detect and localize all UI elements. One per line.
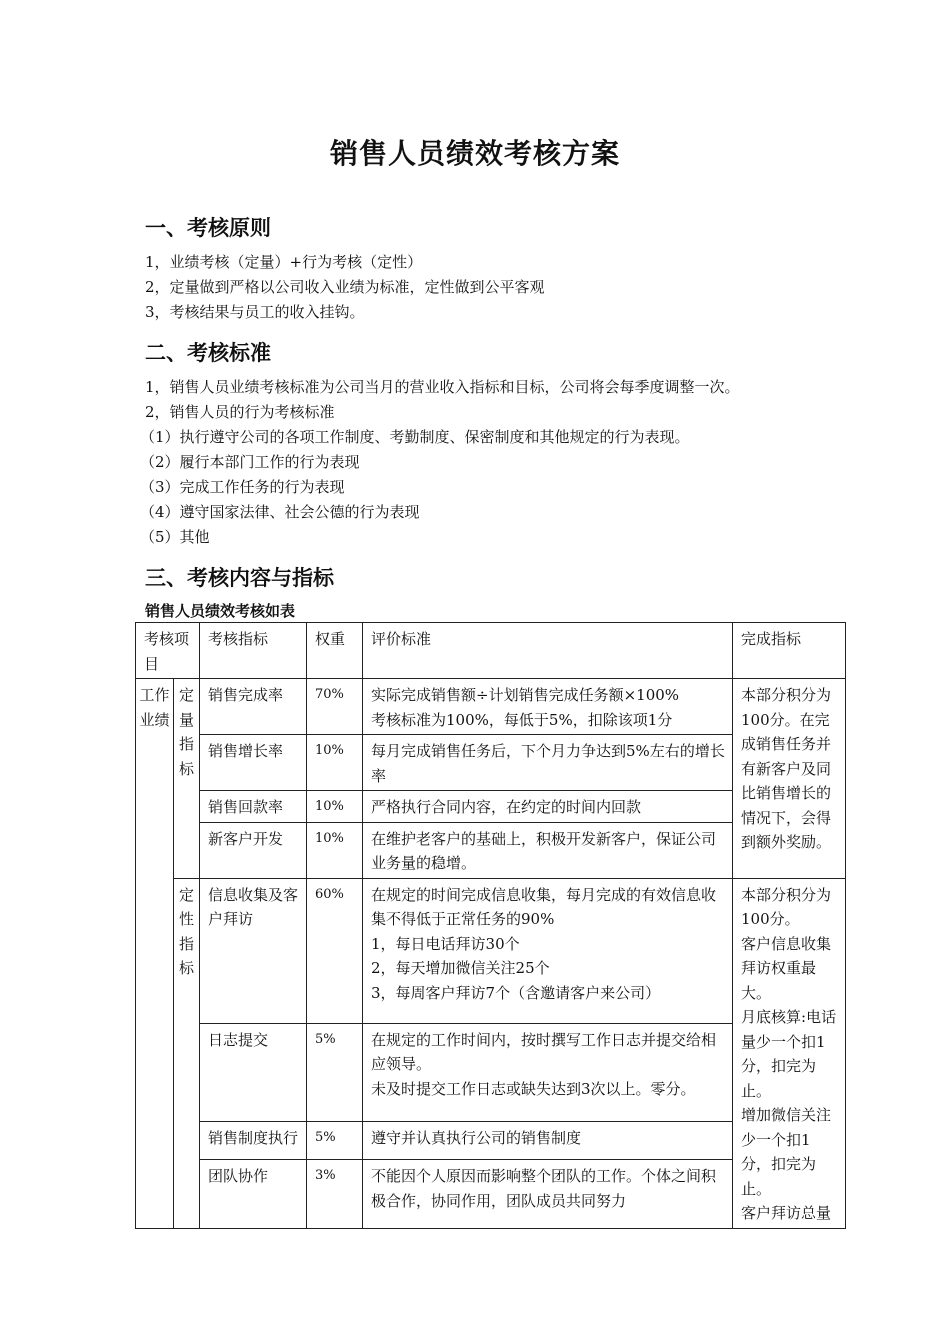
indicator-name: 销售回款率 [200, 791, 307, 823]
indicator-weight: 10% [307, 822, 363, 878]
header-criteria: 评价标准 [363, 623, 733, 679]
table-header-row [136, 623, 846, 679]
criteria-line: 在规定的工作时间内，按时撰写工作日志并提交给相应领导。 [371, 1030, 717, 1073]
document-title: 销售人员绩效考核方案 [329, 137, 620, 170]
indicator-criteria: 遵守并认真执行公司的销售制度 [363, 1121, 733, 1159]
indicator-criteria: 严格执行合同内容，在约定的时间内回款 [363, 791, 733, 823]
qual-target [733, 878, 846, 1228]
criteria-line: 在规定的时间完成信息收集，每月完成的有效信息收集不得低于正常任务的90% [371, 885, 717, 928]
indicator-criteria [363, 878, 733, 1023]
target-line: 客户信息收集拜访权重最大。 [741, 934, 832, 1002]
criteria-line: 未及时提交工作日志或缺失达到3次以上。零分。 [371, 1079, 696, 1098]
target-line: 本部分积分为100分。 [741, 885, 832, 928]
principle-item: 1，业绩考核（定量）+行为考核（定性） [145, 253, 423, 271]
criteria-line: 2，每天增加微信关注25个 [371, 959, 550, 977]
table-row [136, 878, 846, 1023]
standard-subitem: （5）其他 [140, 528, 210, 546]
indicator-criteria [363, 679, 733, 735]
standard-subitem: （1）执行遵守公司的各项工作制度、考勤制度、保密制度和其他规定的行为表现。 [140, 428, 690, 446]
section-heading-standards: 二、考核标准 [145, 341, 271, 365]
indicator-criteria [363, 1023, 733, 1121]
indicator-weight: 60% [307, 878, 363, 1023]
target-line: 月底核算:电话量少一个扣1分，扣完为止。 [741, 1008, 837, 1100]
target-line: 客户拜访总量 [741, 1204, 832, 1222]
standard-subitem: （2）履行本部门工作的行为表现 [140, 453, 360, 471]
indicator-weight: 5% [307, 1023, 363, 1121]
table-row [136, 679, 846, 735]
indicator-name: 销售制度执行 [200, 1121, 307, 1159]
indicator-criteria: 在维护老客户的基础上，积极开发新客户，保证公司业务量的稳增。 [363, 822, 733, 878]
header-target: 完成指标 [733, 623, 846, 679]
standard-subitem: （3）完成工作任务的行为表现 [140, 478, 345, 496]
indicator-weight: 10% [307, 735, 363, 791]
header-indicator: 考核指标 [200, 623, 307, 679]
quant-target: 本部分积分为100分。在完成销售任务并有新客户及同比销售增长的情况下，会得到额外奖励。 [733, 679, 846, 879]
kpi-table [135, 622, 846, 1229]
section-heading-principles: 一、考核原则 [145, 216, 271, 240]
standard-item: 1，销售人员业绩考核标准为公司当月的营业收入指标和目标，公司将会每季度调整一次。 [145, 378, 740, 396]
section-heading-content: 三、考核内容与指标 [145, 566, 334, 590]
standard-subitem: （4）遵守国家法律、社会公德的行为表现 [140, 503, 420, 521]
qual-label: 定性指标 [174, 878, 200, 1228]
indicator-weight: 3% [307, 1160, 363, 1228]
criteria-line: 1，每日电话拜访30个 [371, 934, 520, 953]
indicator-name: 销售完成率 [200, 679, 307, 735]
indicator-criteria: 不能因个人原因而影响整个团队的工作。个体之间积极合作，协同作用，团队成员共同努力 [363, 1160, 733, 1228]
header-project: 考核项目 [136, 623, 200, 679]
standard-item: 2，销售人员的行为考核标准 [145, 403, 335, 421]
target-line: 增加微信关注少一个扣1分，扣完为止。 [741, 1106, 832, 1198]
indicator-criteria: 每月完成销售任务后，下个月力争达到5%左右的增长率 [363, 735, 733, 791]
principle-item: 3，考核结果与员工的收入挂钩。 [145, 303, 365, 321]
criteria-line: 考核标准为100%，每低于5%，扣除该项1分 [371, 710, 673, 729]
principle-item: 2，定量做到严格以公司收入业绩为标准，定性做到公平客观 [145, 278, 545, 296]
indicator-name: 新客户开发 [200, 822, 307, 878]
indicator-weight: 5% [307, 1121, 363, 1159]
table-caption: 销售人员绩效考核如表 [145, 602, 296, 620]
group-label: 工作业绩 [136, 679, 174, 1229]
quant-label: 定量指标 [174, 679, 200, 879]
criteria-line: 3，每周客户拜访7个（含邀请客户来公司） [371, 983, 661, 1002]
indicator-weight: 70% [307, 679, 363, 735]
criteria-line: 实际完成销售额÷计划销售完成任务额×100% [371, 686, 680, 704]
indicator-name: 销售增长率 [200, 735, 307, 791]
indicator-name: 日志提交 [200, 1023, 307, 1121]
indicator-weight: 10% [307, 791, 363, 823]
header-weight: 权重 [307, 623, 363, 679]
indicator-name: 信息收集及客户拜访 [200, 878, 307, 1023]
indicator-name: 团队协作 [200, 1160, 307, 1228]
